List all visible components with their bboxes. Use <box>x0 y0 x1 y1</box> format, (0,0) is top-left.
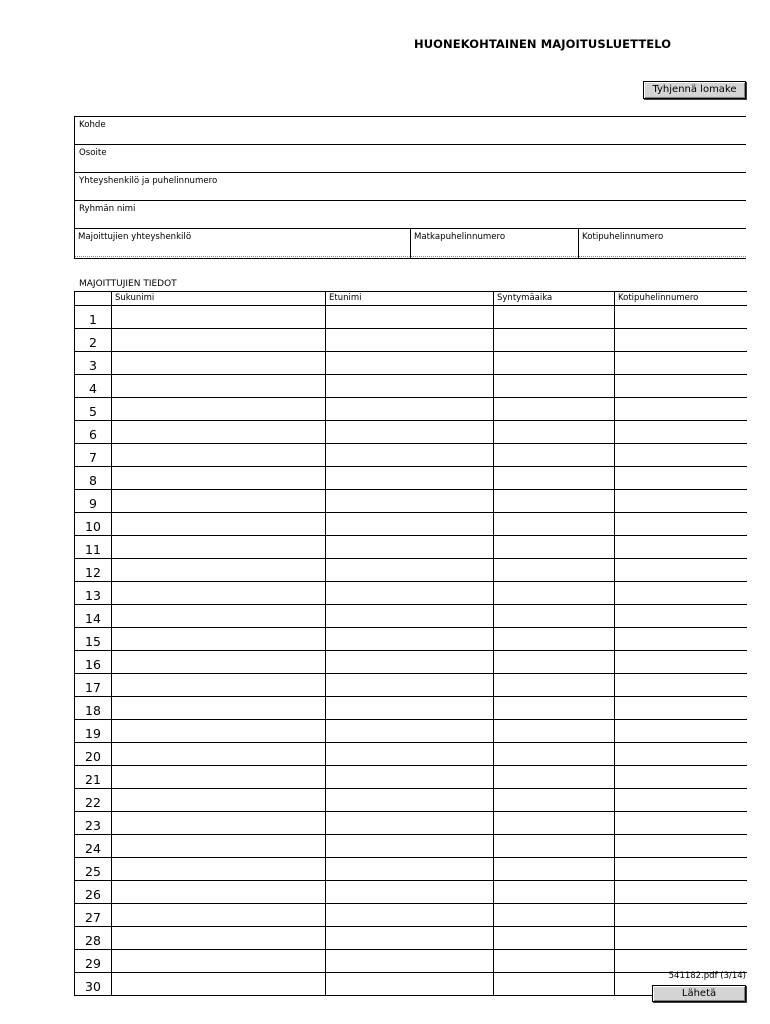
surname-input[interactable] <box>112 329 326 352</box>
column-header: Sukunimi <box>112 292 326 306</box>
contact-label: Yhteyshenkilö ja puhelinnumero <box>79 176 218 186</box>
firstname-input[interactable] <box>326 950 494 973</box>
birthdate-input[interactable] <box>494 421 615 444</box>
birthdate-input[interactable] <box>494 536 615 559</box>
row-number: 11 <box>75 536 112 559</box>
homephone-input[interactable] <box>615 398 747 421</box>
birthdate-input[interactable] <box>494 490 615 513</box>
birthdate-input[interactable] <box>494 858 615 881</box>
firstname-input[interactable] <box>326 467 494 490</box>
birthdate-input[interactable] <box>494 973 615 996</box>
surname-input[interactable] <box>112 559 326 582</box>
surname-input[interactable] <box>112 421 326 444</box>
surname-input[interactable] <box>112 467 326 490</box>
homephone-input[interactable] <box>615 766 747 789</box>
homephone-input[interactable] <box>615 881 747 904</box>
table-row <box>75 697 747 720</box>
surname-input[interactable] <box>112 536 326 559</box>
firstname-input[interactable] <box>326 329 494 352</box>
group-name-label: Ryhmän nimi <box>79 204 136 214</box>
homephone-input[interactable] <box>615 812 747 835</box>
table-row <box>75 513 747 536</box>
birthdate-input[interactable] <box>494 398 615 421</box>
homephone-input[interactable] <box>615 674 747 697</box>
row-number: 30 <box>75 973 112 996</box>
surname-input[interactable] <box>112 651 326 674</box>
homephone-input[interactable] <box>615 950 747 973</box>
surname-input[interactable] <box>112 950 326 973</box>
send-button[interactable]: Lähetä <box>652 985 746 1002</box>
row-number: 4 <box>75 375 112 398</box>
homephone-input[interactable] <box>615 352 747 375</box>
homephone-input[interactable] <box>615 421 747 444</box>
surname-input[interactable] <box>112 513 326 536</box>
surname-input[interactable] <box>112 605 326 628</box>
group-name-field[interactable] <box>74 201 746 229</box>
homephone-input[interactable] <box>615 605 747 628</box>
birthdate-input[interactable] <box>494 628 615 651</box>
row-number: 17 <box>75 674 112 697</box>
firstname-input[interactable] <box>326 743 494 766</box>
row-number: 3 <box>75 352 112 375</box>
table-row <box>75 444 747 467</box>
row-number: 12 <box>75 559 112 582</box>
surname-input[interactable] <box>112 927 326 950</box>
row-number: 2 <box>75 329 112 352</box>
firstname-input[interactable] <box>326 789 494 812</box>
table-row <box>75 973 747 996</box>
homephone-input[interactable] <box>615 513 747 536</box>
row-number: 26 <box>75 881 112 904</box>
table-row <box>75 674 747 697</box>
row-number: 10 <box>75 513 112 536</box>
surname-input[interactable] <box>112 743 326 766</box>
surname-input[interactable] <box>112 812 326 835</box>
firstname-input[interactable] <box>326 398 494 421</box>
firstname-input[interactable] <box>326 904 494 927</box>
guest-contact-field[interactable] <box>74 229 410 258</box>
surname-input[interactable] <box>112 306 326 329</box>
birthdate-input[interactable] <box>494 582 615 605</box>
birthdate-input[interactable] <box>494 559 615 582</box>
row-number: 16 <box>75 651 112 674</box>
row-number: 21 <box>75 766 112 789</box>
clear-form-button[interactable]: Tyhjennä lomake <box>643 81 746 99</box>
table-row <box>75 651 747 674</box>
kohde-field[interactable] <box>74 117 746 145</box>
surname-input[interactable] <box>112 904 326 927</box>
contact-field[interactable] <box>74 173 746 201</box>
firstname-input[interactable] <box>326 421 494 444</box>
column-header: Kotipuhelinnumero <box>615 292 747 306</box>
info-section <box>74 116 746 259</box>
guests-header-row <box>75 292 747 306</box>
surname-input[interactable] <box>112 766 326 789</box>
table-row <box>75 352 747 375</box>
homephone-input[interactable] <box>615 697 747 720</box>
firstname-input[interactable] <box>326 858 494 881</box>
table-row <box>75 628 747 651</box>
firstname-input[interactable] <box>326 973 494 996</box>
column-header: Syntymäaika <box>494 292 615 306</box>
mobile-field[interactable] <box>410 229 578 258</box>
table-row <box>75 306 747 329</box>
birthdate-input[interactable] <box>494 444 615 467</box>
table-row <box>75 743 747 766</box>
surname-input[interactable] <box>112 835 326 858</box>
firstname-input[interactable] <box>326 628 494 651</box>
table-row <box>75 467 747 490</box>
home-phone-field[interactable] <box>578 229 746 258</box>
surname-input[interactable] <box>112 628 326 651</box>
guests-section-title: MAJOITTUJIEN TIEDOT <box>79 279 177 289</box>
table-row <box>75 835 747 858</box>
document-reference: 541182.pdf (3/14) <box>668 971 746 981</box>
guest-contact-label: Majoittujien yhteyshenkilö <box>78 232 192 242</box>
homephone-input[interactable] <box>615 858 747 881</box>
row-number: 27 <box>75 904 112 927</box>
row-number: 18 <box>75 697 112 720</box>
table-row <box>75 789 747 812</box>
homephone-input[interactable] <box>615 444 747 467</box>
table-row <box>75 927 747 950</box>
row-number: 14 <box>75 605 112 628</box>
surname-input[interactable] <box>112 375 326 398</box>
birthdate-input[interactable] <box>494 329 615 352</box>
homephone-input[interactable] <box>615 536 747 559</box>
table-row <box>75 536 747 559</box>
surname-input[interactable] <box>112 973 326 996</box>
firstname-input[interactable] <box>326 766 494 789</box>
firstname-input[interactable] <box>326 375 494 398</box>
homephone-input[interactable] <box>615 375 747 398</box>
birthdate-input[interactable] <box>494 835 615 858</box>
homephone-input[interactable] <box>615 904 747 927</box>
birthdate-input[interactable] <box>494 674 615 697</box>
homephone-input[interactable] <box>615 628 747 651</box>
table-row <box>75 421 747 444</box>
form-title: HUONEKOHTAINEN MAJOITUSLUETTELO <box>414 37 672 51</box>
home-phone-label: Kotipuhelinnumero <box>582 232 664 242</box>
table-row <box>75 375 747 398</box>
row-number: 13 <box>75 582 112 605</box>
homephone-input[interactable] <box>615 927 747 950</box>
surname-input[interactable] <box>112 398 326 421</box>
birthdate-input[interactable] <box>494 467 615 490</box>
birthdate-input[interactable] <box>494 605 615 628</box>
surname-input[interactable] <box>112 352 326 375</box>
mobile-label: Matkapuhelinnumero <box>414 232 506 242</box>
table-row <box>75 605 747 628</box>
row-number: 15 <box>75 628 112 651</box>
firstname-input[interactable] <box>326 835 494 858</box>
firstname-input[interactable] <box>326 490 494 513</box>
row-number: 25 <box>75 858 112 881</box>
surname-input[interactable] <box>112 881 326 904</box>
firstname-input[interactable] <box>326 352 494 375</box>
birthdate-input[interactable] <box>494 766 615 789</box>
surname-input[interactable] <box>112 490 326 513</box>
row-number: 6 <box>75 421 112 444</box>
row-number: 22 <box>75 789 112 812</box>
birthdate-input[interactable] <box>494 375 615 398</box>
surname-input[interactable] <box>112 444 326 467</box>
firstname-input[interactable] <box>326 444 494 467</box>
firstname-input[interactable] <box>326 697 494 720</box>
row-number: 24 <box>75 835 112 858</box>
birthdate-input[interactable] <box>494 927 615 950</box>
row-number: 28 <box>75 927 112 950</box>
firstname-input[interactable] <box>326 651 494 674</box>
homephone-input[interactable] <box>615 789 747 812</box>
firstname-input[interactable] <box>326 306 494 329</box>
homephone-input[interactable] <box>615 835 747 858</box>
firstname-input[interactable] <box>326 513 494 536</box>
row-number: 19 <box>75 720 112 743</box>
birthdate-input[interactable] <box>494 513 615 536</box>
table-row <box>75 559 747 582</box>
homephone-input[interactable] <box>615 720 747 743</box>
row-number-header <box>75 292 112 306</box>
table-row <box>75 766 747 789</box>
firstname-input[interactable] <box>326 720 494 743</box>
birthdate-input[interactable] <box>494 697 615 720</box>
homephone-input[interactable] <box>615 329 747 352</box>
homephone-input[interactable] <box>615 490 747 513</box>
table-row <box>75 329 747 352</box>
kohde-label: Kohde <box>79 120 106 130</box>
homephone-input[interactable] <box>615 582 747 605</box>
guests-table <box>74 291 747 996</box>
birthdate-input[interactable] <box>494 789 615 812</box>
firstname-input[interactable] <box>326 559 494 582</box>
row-number: 20 <box>75 743 112 766</box>
birthdate-input[interactable] <box>494 881 615 904</box>
table-row <box>75 881 747 904</box>
osoite-label: Osoite <box>79 148 107 158</box>
homephone-input[interactable] <box>615 467 747 490</box>
table-row <box>75 858 747 881</box>
table-row <box>75 904 747 927</box>
surname-input[interactable] <box>112 858 326 881</box>
row-number: 7 <box>75 444 112 467</box>
birthdate-input[interactable] <box>494 743 615 766</box>
birthdate-input[interactable] <box>494 720 615 743</box>
firstname-input[interactable] <box>326 605 494 628</box>
row-number: 8 <box>75 467 112 490</box>
firstname-input[interactable] <box>326 536 494 559</box>
homephone-input[interactable] <box>615 743 747 766</box>
firstname-input[interactable] <box>326 881 494 904</box>
table-row <box>75 720 747 743</box>
firstname-input[interactable] <box>326 674 494 697</box>
surname-input[interactable] <box>112 582 326 605</box>
column-header: Etunimi <box>326 292 494 306</box>
birthdate-input[interactable] <box>494 950 615 973</box>
guest-contact-row <box>74 229 746 259</box>
dotted-divider <box>75 256 746 257</box>
firstname-input[interactable] <box>326 927 494 950</box>
birthdate-input[interactable] <box>494 812 615 835</box>
row-number: 5 <box>75 398 112 421</box>
row-number: 9 <box>75 490 112 513</box>
homephone-input[interactable] <box>615 651 747 674</box>
row-number: 29 <box>75 950 112 973</box>
birthdate-input[interactable] <box>494 651 615 674</box>
surname-input[interactable] <box>112 720 326 743</box>
table-row <box>75 812 747 835</box>
surname-input[interactable] <box>112 789 326 812</box>
firstname-input[interactable] <box>326 812 494 835</box>
homephone-input[interactable] <box>615 306 747 329</box>
birthdate-input[interactable] <box>494 904 615 927</box>
birthdate-input[interactable] <box>494 352 615 375</box>
firstname-input[interactable] <box>326 582 494 605</box>
osoite-field[interactable] <box>74 145 746 173</box>
row-number: 1 <box>75 306 112 329</box>
row-number: 23 <box>75 812 112 835</box>
homephone-input[interactable] <box>615 559 747 582</box>
table-row <box>75 950 747 973</box>
surname-input[interactable] <box>112 697 326 720</box>
birthdate-input[interactable] <box>494 306 615 329</box>
table-row <box>75 582 747 605</box>
surname-input[interactable] <box>112 674 326 697</box>
table-row <box>75 490 747 513</box>
table-row <box>75 398 747 421</box>
